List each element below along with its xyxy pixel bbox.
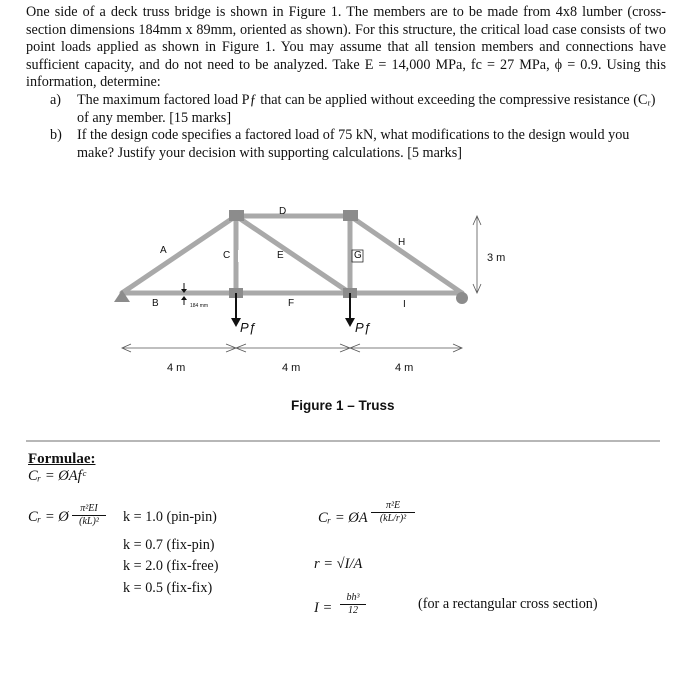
i-denominator: 12 <box>348 605 358 616</box>
section-arrow-up-icon <box>181 296 187 300</box>
formula-cr-euler-fraction <box>72 503 106 527</box>
span-dimension <box>122 344 462 352</box>
slender-numerator: π²E <box>371 500 415 513</box>
k-value-1: k = 1.0 (pin-pin) <box>123 509 217 525</box>
label-G: G <box>354 250 362 261</box>
rectangular-section-note: (for a rectangular cross section) <box>418 596 598 612</box>
k-values-list <box>123 507 218 599</box>
load-label-2: Pƒ <box>355 320 371 335</box>
roller-support-icon <box>456 292 468 304</box>
formula-i-fraction <box>340 592 366 616</box>
formulae-heading: Formulae: <box>28 451 96 467</box>
part-b-text: If the design code specifies a factored load of 75 kN, what modifications to the design would you make? Justify your decision with supporting calculations. [5 marks] <box>77 127 630 161</box>
label-E: E <box>277 250 284 261</box>
problem-statement: One side of a deck truss bridge is shown in Figure 1. The members are to be made from 4x8 lumber (cross-section dimensions 184mm x 89mm, oriented as shown). For this structure, the critical load case consists of two point loads applied as shown in Figure 1. You may assume that all tension members and connections have sufficient capacity, and do not need to be analyzed. Take E = 14,000 MPa, fc = 27 MPa, ϕ = 0.9. Using this information, determine: <box>26 4 667 91</box>
load-label-1: Pƒ <box>240 320 256 335</box>
k-value-2: k = 0.7 (fix-pin) <box>123 536 215 553</box>
part-a-label: a) <box>50 92 62 108</box>
section-divider <box>26 440 660 442</box>
formula-cr-euler-lhs-text: Cᵣ = Ø <box>28 509 69 525</box>
euler-numerator: π²EI <box>72 503 106 516</box>
member-A <box>122 216 236 293</box>
slender-denominator: (kL/r)² <box>379 513 407 524</box>
formula-r <box>314 556 362 573</box>
span-label-3: 4 m <box>395 362 414 374</box>
span-labels <box>167 362 413 374</box>
label-F: F <box>288 298 295 309</box>
part-a-text: The maximum factored load Pƒ that can be applied without exceeding the compressive resistance (Cᵣ) of any member. [15 marks] <box>77 92 656 126</box>
formula-cr-basic <box>28 468 85 485</box>
label-backdrop <box>238 250 246 262</box>
formula-cr-basic-text: Cᵣ = ØAfᶜ <box>28 468 86 484</box>
i-numerator: bh³ <box>340 592 366 605</box>
formula-cr-slender-fraction <box>371 500 415 524</box>
label-C: C <box>223 250 231 261</box>
truss-members <box>122 216 462 293</box>
euler-denominator: (kL)² <box>79 516 99 527</box>
formula-cr-euler-lhs <box>28 509 69 526</box>
label-D: D <box>279 206 287 217</box>
node-top-right <box>343 210 358 221</box>
height-dimension <box>473 216 481 293</box>
section-label: 184 mm <box>190 303 209 309</box>
label-I: I <box>403 299 406 310</box>
formula-i-lhs <box>314 600 332 617</box>
truss-nodes <box>114 210 468 304</box>
k-value-4: k = 0.5 (fix-fix) <box>123 579 213 596</box>
node-top-left <box>229 210 244 221</box>
member-H <box>350 216 462 293</box>
figure-caption: Figure 1 – Truss <box>291 398 395 413</box>
height-label: 3 m <box>487 252 506 264</box>
label-A: A <box>160 245 167 256</box>
formula-cr-slender-lhs-text: Cᵣ = ØA <box>318 510 368 526</box>
k-value-3: k = 2.0 (fix-free) <box>123 558 219 574</box>
label-H: H <box>398 237 406 248</box>
arrow-head-icon <box>345 318 355 327</box>
member-E <box>236 216 350 293</box>
formula-cr-slender-lhs <box>318 510 368 527</box>
part-b-label: b) <box>50 127 62 143</box>
formula-r-text: r = √I/A <box>314 556 363 572</box>
formula-i-lhs-text: I = <box>314 600 333 616</box>
span-label-2: 4 m <box>282 362 301 374</box>
span-label-1: 4 m <box>167 362 186 374</box>
label-B: B <box>152 298 159 309</box>
